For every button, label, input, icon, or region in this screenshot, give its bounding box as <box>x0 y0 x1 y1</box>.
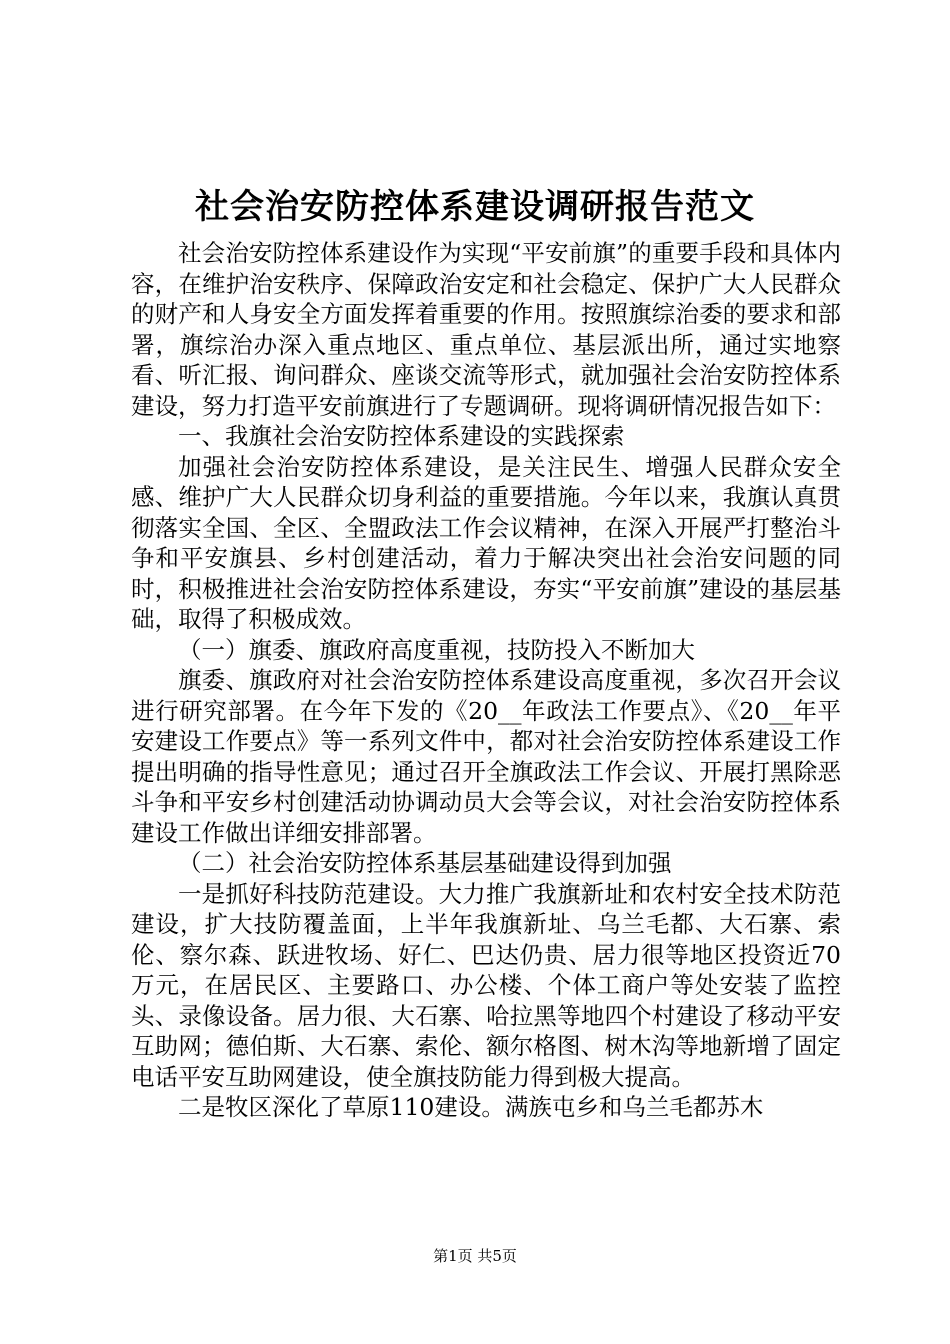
paragraph-subsection-1: 旗委、旗政府对社会治安防控体系建设高度重视，多次召开会议进行研究部署。在今年下发的《20__年政法工作要点》、《20__年平安建设工作要点》等一系列文件中，都对社会治安防控体系建设工作提出明确的指导性意见；通过召开全旗政法工作会议、开展打黑除恶斗争和平安乡村创建活动协调动员大会等会议，对社会治安防控体系建设工作做出详细安排部署。 <box>131 666 841 847</box>
page-title: 社会治安防控体系建设调研报告范文 <box>195 187 755 227</box>
page-footer: 第1页 共5页 <box>433 1247 517 1265</box>
paragraph-section-1: 加强社会治安防控体系建设，是关注民生、增强人民群众安全感、维护广大人民群众切身利益的重要措施。今年以来，我旗认真贯彻落实全国、全区、全盟政法工作会议精神，在深入开展严打整治斗争和平安旗县、乡村创建活动，着力于解决突出社会治安问题的同时，积极推进社会治安防控体系建设，夯实“平安前旗”建设的基层基础，取得了积极成效。 <box>131 452 841 633</box>
paragraph-grassland-110: 二是牧区深化了草原110建设。满族屯乡和乌兰毛都苏木 <box>178 1093 764 1121</box>
document-body <box>131 238 841 1123</box>
subsection-heading-1: （一）旗委、旗政府高度重视，技防投入不断加大 <box>178 635 695 664</box>
paragraph-intro: 社会治安防控体系建设作为实现“平安前旗”的重要手段和具体内容，在维护治安秩序、保障政治安定和社会稳定、保护广大人民群众的财产和人身安全方面发挥着重要的作用。按照旗综治委的要求和部署，旗综治办深入重点地区、重点单位、基层派出所，通过实地察看、听汇报、询问群众、座谈交流等形式，就加强社会治安防控体系建设，努力打造平安前旗进行了专题调研。现将调研情况报告如下： <box>131 239 841 420</box>
paragraph-tech-prevention: 一是抓好科技防范建设。大力推广我旗新址和农村安全技术防范建设，扩大技防覆盖面，上半年我旗新址、乌兰毛都、大石寨、索伦、察尔森、跃进牧场、好仁、巴达仍贵、居力很等地区投资近70万元，在居民区、主要路口、办公楼、个体工商户等处安装了监控头、录像设备。居力很、大石寨、哈拉黑等地四个村建设了移动平安互助网；德伯斯、大石寨、索伦、额尔格图、树木沟等地新增了固定电话平安互助网建设，使全旗技防能力得到极大提高。 <box>131 879 841 1091</box>
subsection-heading-2: （二）社会治安防控体系基层基础建设得到加强 <box>178 849 672 877</box>
section-heading-1: 一、我旗社会治安防控体系建设的实践探索 <box>178 422 625 450</box>
